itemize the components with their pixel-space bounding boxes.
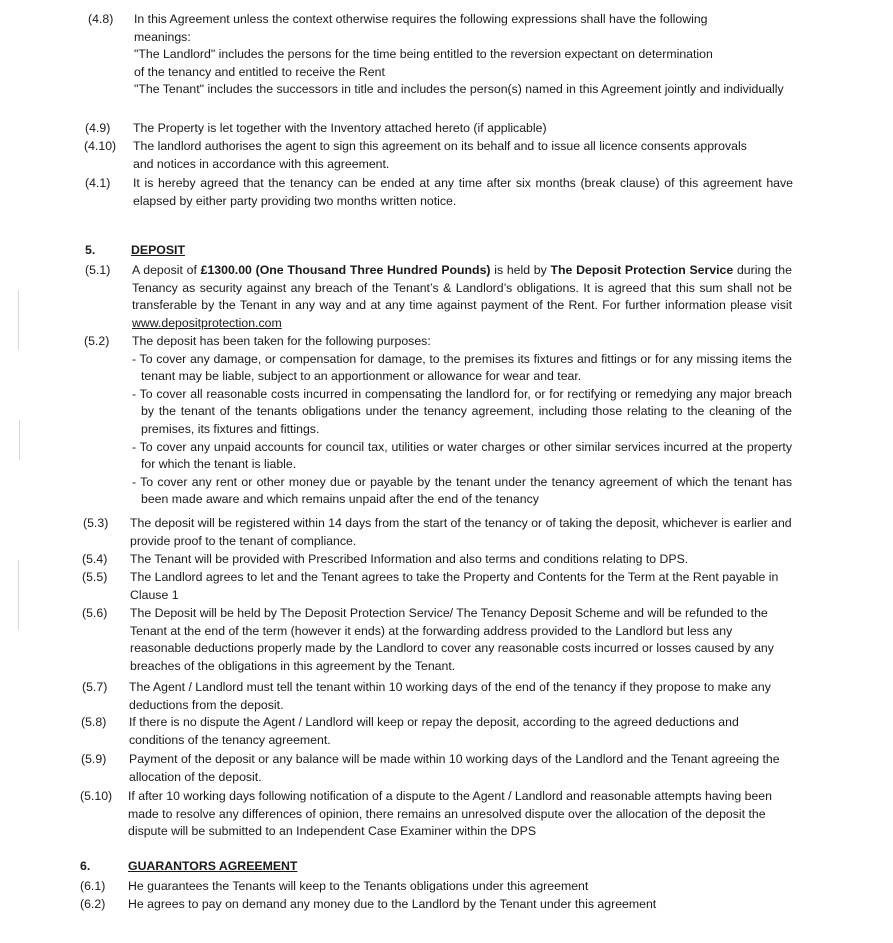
clause-paragraph: The deposit will be registered within 14 days from the start of the tenancy or of taking the deposit, whichever is earlier and provide proof to the tenant of compliance. xyxy=(130,516,792,548)
clause-paragraph xyxy=(132,262,792,332)
clause-paragraph: The Tenant will be provided with Prescribed Information and also terms and conditions relating to DPS. xyxy=(130,552,689,566)
clause-paragraph: The deposit has been taken for the following purposes: xyxy=(132,334,431,348)
clause-number: (4.10) xyxy=(84,139,117,153)
clause-number: (5.3) xyxy=(83,516,109,530)
clause-text xyxy=(130,605,780,675)
purpose-item: - To cover any damage, or compensation for damage, to the premises its fixtures and fittings or for any missing items the tenant may be liable, subject to an apportionment or allowance for wear and tear. xyxy=(132,351,792,384)
section-title xyxy=(128,858,528,876)
deposit-amount: £1300.00 (One Thousand Three Hundred Pounds) xyxy=(200,263,491,277)
purpose-item: - To cover all reasonable costs incurred in compensating the landlord for, or for rectifying or remedying any major breach by the tenant of the tenants obligations under the tenancy agreement, including those relating to the cleaning of the premises, its fixtures and fittings. xyxy=(132,386,792,436)
clause-text xyxy=(128,878,768,896)
text-run: is held by xyxy=(490,263,551,277)
definition-tenant: "The Tenant" includes the successors in title and includes the person(s) named in this Agreement jointly and individually xyxy=(134,82,784,97)
section-heading: DEPOSIT xyxy=(131,243,185,257)
clause-number: (5.8) xyxy=(81,715,107,729)
clause-text xyxy=(133,138,768,173)
clause-paragraph: The Landlord agrees to let and the Tenant agrees to take the Property and Contents for the Term at the Rent payable in Clause 1 xyxy=(130,570,779,602)
scan-mark xyxy=(18,560,19,630)
purpose-item: - To cover any unpaid accounts for council tax, utilities or water charges or other similar services incurred at the property for which the tenant is liable. xyxy=(132,439,792,472)
clause-paragraph: The Agent / Landlord must tell the tenant within 10 working days of the end of the tenancy if they propose to make any deductions from the deposit. xyxy=(129,680,771,712)
scan-mark xyxy=(19,420,20,460)
clause-number: (5.7) xyxy=(82,680,108,694)
clause-paragraph: The Property is let together with the Inventory attached hereto (if applicable) xyxy=(133,121,547,135)
clause-paragraph: It is hereby agreed that the tenancy can be ended at any time after six months (break clause) of this agreement have elapsed by either party providing two months written notice. xyxy=(133,176,793,208)
clause-number: (4.9) xyxy=(85,121,111,135)
clause-number: (4.8) xyxy=(88,12,114,26)
clause-text xyxy=(129,679,794,714)
clause-text xyxy=(130,515,793,550)
clause-paragraph: He agrees to pay on demand any money due to the Landlord by the Tenant under this agreement xyxy=(128,897,657,911)
clause-paragraph: Payment of the deposit or any balance will be made within 10 working days of the Landlord and the Tenant agreeing the allocation of the deposit. xyxy=(129,752,780,784)
scan-mark xyxy=(18,290,19,350)
clause-text xyxy=(132,262,792,332)
clause-number: (5.9) xyxy=(81,752,107,766)
clause-text xyxy=(133,120,793,138)
clause-number: (5.2) xyxy=(84,334,110,348)
purpose-item: - To cover any rent or other money due or payable by the tenant under the tenancy agreement of which the tenant has been made aware and which remains unpaid after the end of the tenancy xyxy=(132,474,792,507)
clause-text xyxy=(128,896,768,914)
clause-paragraph: The Deposit will be held by The Deposit Protection Service/ The Tenancy Deposit Scheme and will be refunded to the Tenant at the end of the term (however it ends) at the forwarding address provided to the Landlord but less any reasonable deductions properly made by the Landlord to cover any reasonable costs incurred or losses caused by any breaches of the obligations in this agreement by the Tenant. xyxy=(130,606,774,673)
clause-paragraph: If there is no dispute the Agent / Landlord will keep or repay the deposit, according to the agreed deductions and conditions of the tenancy agreement. xyxy=(129,715,739,747)
deposit-protection-link[interactable]: www.depositprotection.com xyxy=(132,315,282,330)
clause-text xyxy=(130,569,790,604)
clause-number: (5.1) xyxy=(85,263,111,277)
text-run: during the Tenancy as security against any breach of the Tenant’s & Landlord’s obligations. It is agreed that this sum shall not be transferable by the Tenant in any way and at any time against payment of the Rent. For further information please visit xyxy=(132,263,792,313)
clause-number: (5.5) xyxy=(82,570,108,584)
clause-number: (6.1) xyxy=(80,879,106,893)
clause-number: (5.10) xyxy=(80,789,113,803)
clause-paragraph: He guarantees the Tenants will keep to the Tenants obligations under this agreement xyxy=(128,879,589,893)
clause-text xyxy=(132,333,792,509)
clause-paragraph: The landlord authorises the agent to sign this agreement on its behalf and to issue all licence consents approvals and notices in accordance with this agreement. xyxy=(133,139,747,171)
clause-text xyxy=(128,788,783,841)
section-title xyxy=(131,242,531,260)
clause-number: (5.4) xyxy=(82,552,108,566)
text-run: A deposit of xyxy=(132,263,201,277)
clause-text xyxy=(129,714,794,749)
clause-number: (5.6) xyxy=(82,606,108,620)
clause-text xyxy=(133,175,793,210)
clause-text xyxy=(129,751,784,786)
clause-number: (4.1) xyxy=(85,176,111,190)
deposit-scheme: The Deposit Protection Service xyxy=(550,263,734,277)
definition-landlord: "The Landlord" includes the persons for the time being entitled to the reversion expectant on determination of the tenancy and entitled to receive the Rent xyxy=(134,47,713,79)
clause-paragraph: If after 10 working days following notification of a dispute to the Agent / Landlord and reasonable attempts having been made to resolve any differences of opinion, there remains an unresolved dispute over the allocation of the deposit the dispute will be submitted to an Independent Case Examiner within the DPS xyxy=(128,789,772,839)
clause-number: (6.2) xyxy=(80,897,106,911)
section-heading: GUARANTORS AGREEMENT xyxy=(128,859,298,873)
clause-text xyxy=(130,551,793,569)
clause-paragraph: In this Agreement unless the context otherwise requires the following expressions shall have the following meanings: xyxy=(134,12,708,44)
clause-text xyxy=(134,11,796,99)
section-number: 5. xyxy=(85,243,96,257)
section-number: 6. xyxy=(80,859,91,873)
